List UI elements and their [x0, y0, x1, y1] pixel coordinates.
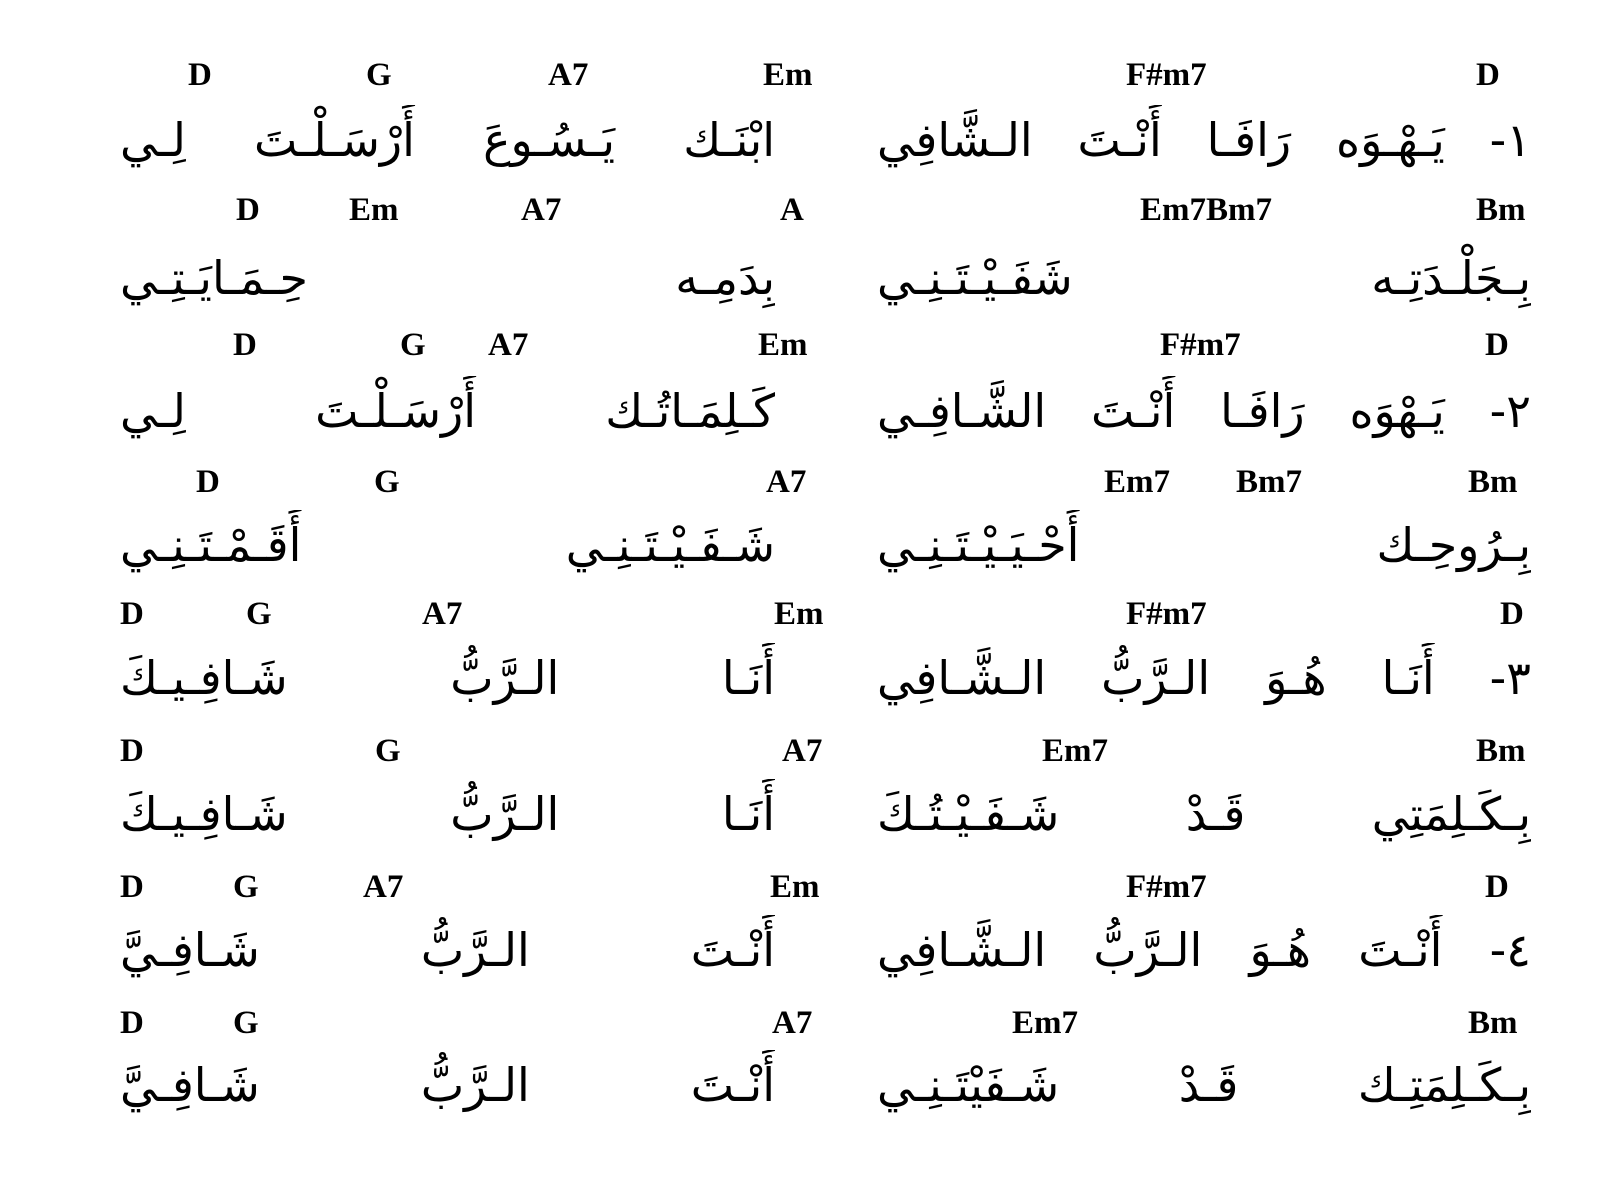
chord: A7	[363, 869, 404, 905]
chord: Bm	[1476, 192, 1526, 228]
chord: G	[233, 1005, 259, 1041]
chord-row	[0, 462, 1622, 502]
lyric-line: بِـكَـلِمَتِي قَـدْ شَـفَـيْـتُـكَ	[877, 787, 1531, 841]
chord: Em	[763, 57, 813, 93]
chord: F#m7	[1160, 327, 1241, 363]
lyric-line: ١- يَـهْـوَه رَافَـا أَنْـتَ الـشَّافِي	[877, 113, 1531, 167]
chord: A7	[422, 596, 463, 632]
chord: D	[120, 733, 144, 769]
chord: G	[366, 57, 392, 93]
chord: Bm	[1468, 464, 1518, 500]
chord: D	[196, 464, 220, 500]
lyric-line: ٣- أَنَـا هُـوَ الـرَّبُّ الـشَّـافِي	[877, 651, 1531, 705]
chord: D	[1485, 327, 1509, 363]
chord-row	[0, 325, 1622, 365]
lyric-line: بِدَمِـه حِـمَـايَـتِـي	[120, 251, 775, 305]
chord: F#m7	[1126, 57, 1207, 93]
lyric-line: ابْنَـك يَـسُـوعَ أَرْسَـلْـتَ لِـي	[120, 113, 775, 167]
chord: G	[246, 596, 272, 632]
lyric-line: أَنْـتَ الـرَّبُّ شَـافِـيَّ	[120, 1058, 775, 1112]
chord: G	[233, 869, 259, 905]
chord: G	[375, 733, 401, 769]
lyric-line: ٤- أَنْـتَ هُـوَ الـرَّبُّ الـشَّـافِي	[877, 923, 1531, 977]
chord: D	[1500, 596, 1524, 632]
lyric-line: ٢- يَـهْوَه رَافَـا أَنْـتَ الشَّـافِـي	[877, 384, 1531, 438]
chord: Em	[758, 327, 808, 363]
lyric-line: بِـرُوحِـك أَحْـيَـيْـتَـنِـي	[877, 518, 1531, 572]
chord-row	[0, 55, 1622, 95]
chord: Em	[770, 869, 820, 905]
chord: Em	[774, 596, 824, 632]
chord-row	[0, 594, 1622, 634]
chord: F#m7	[1126, 869, 1207, 905]
chord: Em7	[1104, 464, 1170, 500]
chord: D	[236, 192, 260, 228]
chord: A7	[766, 464, 807, 500]
chord: A7	[772, 1005, 813, 1041]
chord: Em7Bm7	[1140, 192, 1272, 228]
lyric-line: أَنْـتَ الـرَّبُّ شَـافِـيَّ	[120, 923, 775, 977]
chord: Em7	[1042, 733, 1108, 769]
chord: Bm7	[1236, 464, 1302, 500]
chord: D	[120, 596, 144, 632]
chord: G	[374, 464, 400, 500]
chord: G	[400, 327, 426, 363]
chord: F#m7	[1126, 596, 1207, 632]
chord-row	[0, 1003, 1622, 1043]
chord: D	[120, 869, 144, 905]
chord: A7	[521, 192, 562, 228]
chord: A7	[548, 57, 589, 93]
lyric-line: بِـجَلْـدَتِـه شَفَـيْـتَـنِـي	[877, 251, 1531, 305]
chord: Em	[349, 192, 399, 228]
chord: Bm	[1468, 1005, 1518, 1041]
lyric-line: أَنَـا الـرَّبُّ شَـافِـيـكَ	[120, 651, 775, 705]
chord: Bm	[1476, 733, 1526, 769]
chord: D	[233, 327, 257, 363]
chord: A	[780, 192, 804, 228]
chord: A7	[488, 327, 529, 363]
chord: Em7	[1012, 1005, 1078, 1041]
lyric-line: شَـفَـيْـتَـنِـي أَقَـمْـتَـنِـي	[120, 518, 775, 572]
chord: D	[120, 1005, 144, 1041]
lyric-line: أَنَـا الـرَّبُّ شَـافِـيـكَ	[120, 787, 775, 841]
chord-row	[0, 867, 1622, 907]
chord: D	[188, 57, 212, 93]
chord-row	[0, 190, 1622, 230]
lyric-line: كَـلِمَـاتُـك أَرْسَـلْـتَ لِـي	[120, 384, 775, 438]
chord: A7	[782, 733, 823, 769]
chord-row	[0, 731, 1622, 771]
chord: D	[1485, 869, 1509, 905]
chord: D	[1476, 57, 1500, 93]
lyric-line: بِـكَـلِمَتِـك قَـدْ شَـفَيْتَـنِـي	[877, 1058, 1531, 1112]
